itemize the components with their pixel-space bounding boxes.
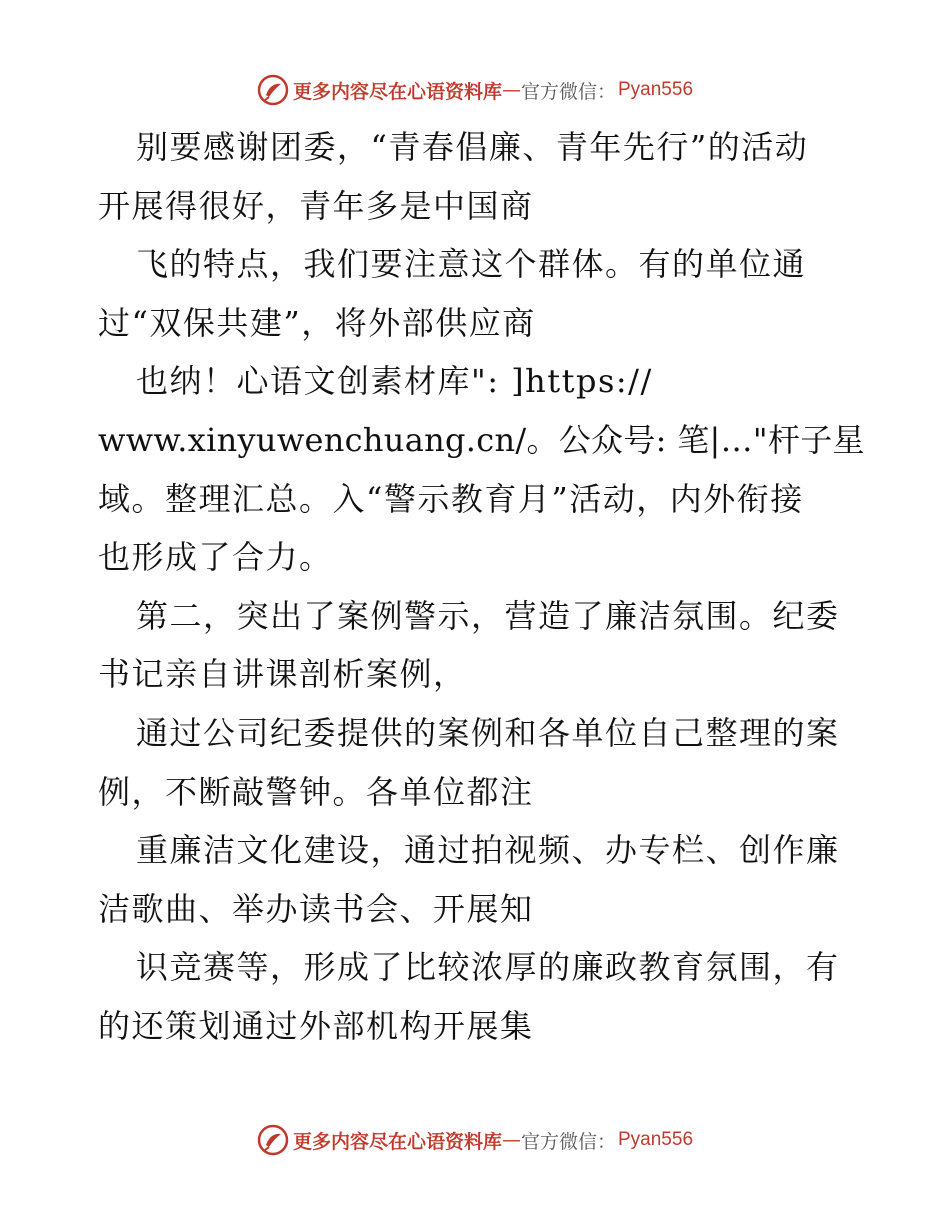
footer-banner-wechat-label: 官方微信： xyxy=(520,1130,616,1153)
header-banner-separator: — xyxy=(501,79,521,101)
header-banner-wechat-label: 官方微信： xyxy=(520,80,616,103)
header-banner xyxy=(0,70,950,110)
body-line: www.xinyuwenchuang.cn/。公众号: 笔|…"杆子星 xyxy=(98,420,865,459)
body-line: 域。整理汇总。入“警示教育月”活动，内外衔接 xyxy=(98,479,804,518)
logo-icon xyxy=(257,1124,289,1156)
footer-banner-wechat-id: Pyan556 xyxy=(618,1129,694,1150)
body-line: 也形成了合力。 xyxy=(98,538,333,577)
body-line: 书记亲自讲课剖析案例， xyxy=(98,655,467,694)
body-line: 别要感谢团委，“青春倡廉、青年先行”的活动 xyxy=(136,128,809,166)
logo-icon xyxy=(257,74,289,106)
body-line: 飞的特点，我们要注意这个群体。有的单位通 xyxy=(136,245,807,284)
footer-banner-separator: — xyxy=(501,1129,521,1151)
footer-banner xyxy=(0,1120,950,1160)
body-line: 也纳！心语文创素材库": ]https:// xyxy=(136,362,653,401)
document-body xyxy=(98,118,865,1056)
body-line: 通过公司纪委提供的案例和各单位自己整理的案 xyxy=(136,713,840,752)
body-line: 过“双保共建”，将外部供应商 xyxy=(98,303,536,342)
header-banner-title: 更多内容尽在心语资料库 xyxy=(292,80,502,103)
body-line: 识竞赛等，形成了比较浓厚的廉政教育氛围，有 xyxy=(136,948,840,987)
header-banner-wechat-id: Pyan556 xyxy=(618,79,694,100)
body-line: 的还策划通过外部机构开展集 xyxy=(98,1006,534,1045)
body-line: 重廉洁文化建设，通过拍视频、办专栏、创作廉 xyxy=(136,831,840,870)
body-line: 开展得很好，青年多是中国商 xyxy=(98,186,534,225)
body-line: 第二，突出了案例警示，营造了廉洁氛围。纪委 xyxy=(136,596,840,635)
footer-banner-title: 更多内容尽在心语资料库 xyxy=(292,1130,502,1153)
body-line: 例，不断敲警钟。各单位都注 xyxy=(98,772,534,811)
body-line: 洁歌曲、举办读书会、开展知 xyxy=(98,889,534,928)
